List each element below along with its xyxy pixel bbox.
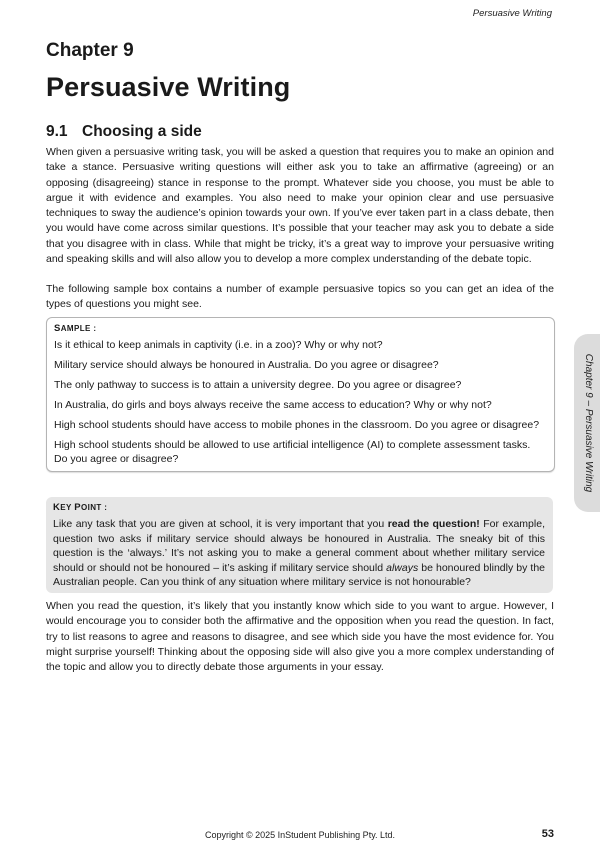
sample-question: In Australia, do girls and boys always receive the same access to education? Why or why not?	[54, 399, 492, 411]
sample-question: The only pathway to success is to attain a university degree. Do you agree or disagree?	[54, 379, 462, 391]
chapter-label: Chapter 9	[46, 40, 134, 61]
sample-question: High school students should be allowed to use artificial intelligence (AI) to complete assessment tasks. Do you agree or disagree?	[54, 439, 531, 465]
chapter-side-tab-label: Chapter 9 – Persuasive Writing	[583, 353, 595, 493]
key-point-box	[46, 497, 553, 593]
chapter-side-tab	[574, 334, 600, 512]
key-point-label: KEY POINT :	[53, 502, 108, 513]
section-number: 9.1	[46, 123, 68, 140]
chapter-title: Persuasive Writing	[46, 72, 291, 102]
sample-question: Is it ethical to keep animals in captivity (i.e. in a zoo)? Why or why not?	[54, 339, 383, 351]
sample-intro-paragraph: The following sample box contains a number of example persuasive topics so you can get an idea of the types of questions you might see.	[46, 283, 554, 311]
footer-copyright: Copyright © 2025 InStudent Publishing Pty. Ltd.	[204, 830, 396, 840]
sample-box-label: SAMPLE :	[54, 323, 97, 334]
key-point-italic: always	[386, 561, 419, 574]
page-number: 53	[541, 828, 554, 840]
sample-question: High school students should have access to mobile phones in the classroom. Do you agree or disagree?	[54, 419, 540, 431]
running-header: Persuasive Writing	[472, 8, 552, 19]
section-heading	[46, 123, 202, 141]
sample-box	[46, 317, 555, 472]
sample-question: Military service should always be honoured in Australia. Do you agree or disagree?	[54, 359, 439, 371]
key-point-text: Like any task that you are given at school, it is very important that you read the question! For example, question two asks if military service should always be honoured in Australia. The sneaky bit of this question is the ‘always.’ It’s not asking you to make a general comment about whether military service should or should not be honoured – it’s asking if military service should always be honoured blindly by the Australian people. Can you think of any situation where military service is not honourable?	[53, 518, 545, 589]
section-title: Choosing a side	[82, 123, 202, 140]
key-point-emphasis: read the question!	[387, 518, 480, 530]
closing-paragraph: When you read the question, it’s likely that you instantly know which side to you want to argue. However, I would encourage you to consider both the affirmative and the opposition when you read the question. In fact, try to list reasons to agree and reasons to disagree, and see which side you have the most evidence for. You might surprise yourself! Thinking about the opposing side will also give you a more complex understanding of the topic and allow you to directly debate those arguments in your essay.	[46, 600, 554, 674]
intro-paragraph: When given a persuasive writing task, you will be asked a question that requires you to make an opinion and take a stance. Persuasive writing questions will either ask you to take an affirmative (agreeing) or an opposing (disagreeing) stance in response to the prompt. Whatever side you choose, you must be able to argue it with evidence and examples. You also need to make your opinion clear and use persuasive techniques to sway the audience’s opinion towards your own. If you’ve ever taken part in a class debate, then you would have come across similar questions. It’s possible that your teacher may ask you to debate a side that you disagree with in class. While that might be tricky, it’s a great way to improve your persuasive writing and speaking skills and will also allow you to develop a more complex understanding of the debate topic.	[46, 146, 554, 266]
